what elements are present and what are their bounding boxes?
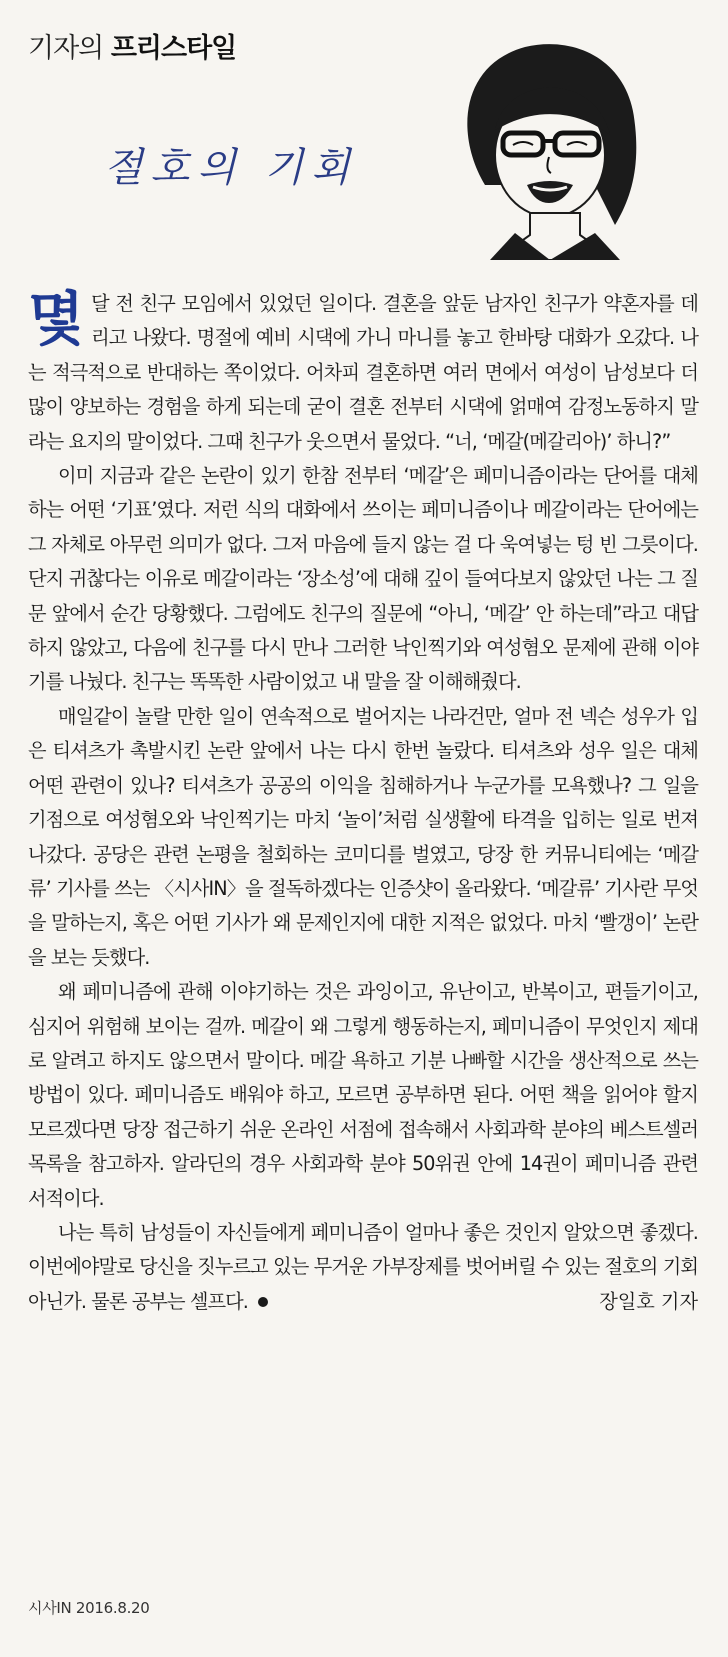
drop-cap: 몇 bbox=[28, 285, 84, 353]
paragraph-2: 이미 지금과 같은 논란이 있기 한참 전부터 ‘메갈’은 페미니즘이라는 단어를 대체하는 어떤 ‘기표’였다. 저런 식의 대화에서 쓰이는 페미니즘이나 메갈이라는 단어에는 그 자체로 아무런 의미가 없다. 그저 마음에 들지 않는 걸 다 욱여넣는 텅 빈 그릇이다. 단지 귀찮다는 이유로 메갈이라는 ‘장소성’에 대해 깊이 들여다보지 않았던 나는 그 질문 앞에서 순간 당황했다. 그럼에도 친구의 질문에 “아니, ‘메갈’ 안 하는데”라고 대답하지 않았고, 다음에 친구를 다시 만나 그러한 낙인찍기와 여성혐오 문제에 관해 이야기를 나눴다. 친구는 똑똑한 사람이었고 내 말을 잘 이해해줬다. bbox=[28, 464, 698, 694]
column-series-title bbox=[28, 26, 236, 65]
paragraph-1 bbox=[28, 287, 698, 459]
paragraph-4: 왜 페미니즘에 관해 이야기하는 것은 과잉이고, 유난이고, 반복이고, 편들기이고, 심지어 위험해 보이는 걸까. 메갈이 왜 그렇게 행동하는지, 페미니즘이 무엇인지 제대로 알려고 하지도 않으면서 말이다. 메갈 욕하고 기분 나빠할 시간을 생산적으로 쓰는 방법이 있다. 페미니즘도 배워야 하고, 모르면 공부하면 된다. 어떤 책을 읽어야 할지 모르겠다면 당장 접근하기 쉬운 온라인 서점에 접속해서 사회과학 분야의 베스트셀러 목록을 참고하자. 알라딘의 경우 사회과학 분야 50위권 안에 14권이 페미니즘 관련 서적이다. bbox=[28, 980, 698, 1210]
article-body bbox=[28, 287, 698, 1319]
page-footer: 시사IN 2016.8.20 bbox=[28, 1599, 150, 1617]
byline: 장일호 기자 bbox=[599, 1289, 698, 1313]
paragraph-5 bbox=[28, 1216, 698, 1319]
paragraph-3: 매일같이 놀랄 만한 일이 연속적으로 벌어지는 나라건만, 얼마 전 넥슨 성우가 입은 티셔츠가 촉발시킨 논란 앞에서 나는 다시 한번 놀랐다. 티셔츠와 성우 일은 대체 어떤 관련이 있나? 티셔츠가 공공의 이익을 침해하거나 누군가를 모욕했나? 그 일을 기점으로 여성혐오와 낙인찍기는 마치 ‘놀이’처럼 실생활에 타격을 입히는 일로 번져나갔다. 공당은 관련 논평을 철회하는 코미디를 벌였고, 당장 한 커뮤니티에는 ‘메갈류’ 기사를 쓰는 〈시사IN〉을 절독하겠다는 인증샷이 올라왔다. ‘메갈류’ 기사란 무엇을 말하는지, 혹은 어떤 기사가 왜 문제인지에 대한 지적은 없었다. 마치 ‘빨갱이’ 논란을 보는 듯했다. bbox=[28, 704, 698, 969]
article-title: 절호의 기회 bbox=[104, 145, 358, 191]
paragraph-5-text: 나는 특히 남성들이 자신들에게 페미니즘이 얼마나 좋은 것인지 알았으면 좋겠다. 이번에야말로 당신을 짓누르고 있는 무거운 가부장제를 벗어버릴 수 있는 절호의 기회 아닌가. 물론 공부는 셀프다. bbox=[28, 1220, 698, 1313]
reporter-caricature bbox=[445, 35, 670, 260]
series-title-light: 기자의 bbox=[28, 33, 111, 64]
series-title-bold: 프리스타일 bbox=[110, 33, 237, 64]
end-mark-bullet bbox=[258, 1297, 268, 1307]
paragraph-1-text: 달 전 친구 모임에서 있었던 일이다. 결혼을 앞둔 남자인 친구가 약혼자를 데리고 나왔다. 명절에 예비 시댁에 가니 마니를 놓고 한바탕 대화가 오갔다. 나는 적극적으로 반대하는 쪽이었다. 어차피 결혼하면 여러 면에서 여성이 남성보다 더 많이 양보하는 경험을 하게 되는데 굳이 결혼 전부터 시댁에 얽매여 감정노동하지 말라는 요지의 말이었다. 그때 친구가 웃으면서 물었다. “너, ‘메갈(메갈리아)’ 하니?” bbox=[28, 292, 698, 453]
